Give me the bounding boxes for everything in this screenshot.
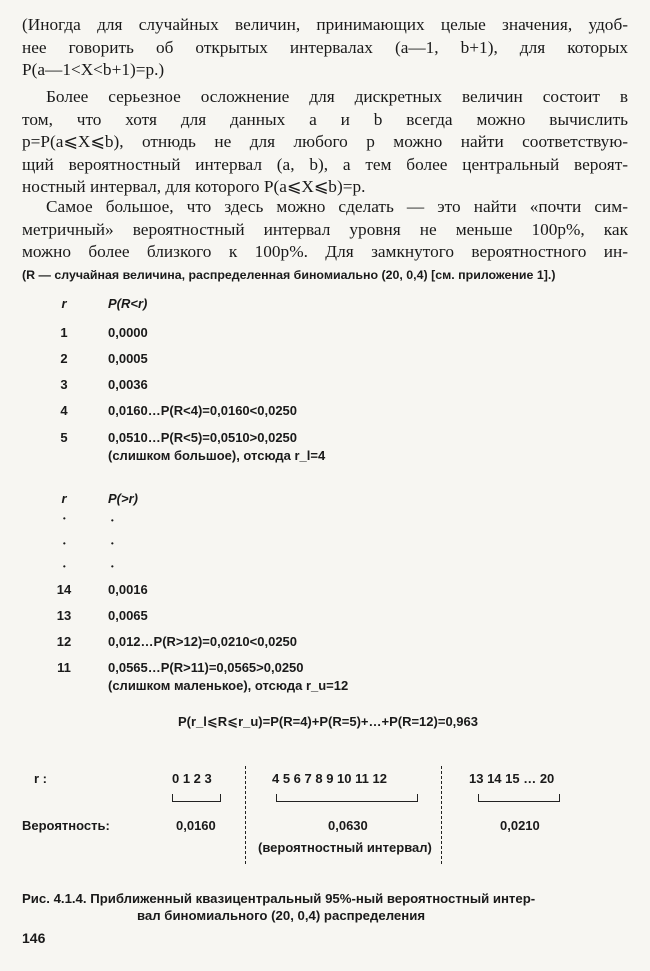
row-value: 0,0065 [108, 608, 148, 623]
row-value: 0,0016 [108, 582, 148, 597]
diagram-group-mid: 4 5 6 7 8 9 10 11 12 [272, 771, 387, 786]
diagram-group-right: 13 14 15 … 20 [469, 771, 555, 786]
text-line: Самое большое, что здесь можно сделать — это найти «почти сим- [46, 197, 628, 216]
text-line: том, что хотя для данных a и b всегда можно вычислить [22, 109, 628, 129]
text-line: p=P(a⩽X⩽b), отнюдь не для любого p можно найти соответствую- [22, 132, 628, 151]
row-r: 4 [60, 403, 68, 418]
paragraph-1 [22, 14, 628, 82]
bracket-left [172, 794, 221, 802]
row-value: 0,0510…P(R<5)=0,0510>0,0250 [108, 430, 298, 445]
figure-caption [22, 890, 628, 924]
text-line: Более серьезное осложнение для дискретных величин состоит в [46, 87, 628, 106]
row-value: 0,012…P(R>12)=0,0210<0,0250 [108, 634, 298, 649]
row-r: 2 [60, 351, 68, 366]
diagram-prob-mid: 0,0630 [328, 818, 368, 833]
bracket-mid [276, 794, 418, 802]
table2-header-r: r [61, 491, 67, 506]
caption-line: вал биномиального (20, 0,4) распределения [137, 908, 426, 923]
diagram-interval-label: (вероятностный интервал) [258, 840, 432, 855]
table2-header-p: P(>r) [108, 491, 138, 506]
row-value: 0,0036 [108, 377, 148, 392]
caption-line: Рис. 4.1.4. Приближенный квазицентральный 95%-ный вероятностный интер- [22, 891, 536, 906]
table1-header-p: P(R<r) [108, 296, 148, 311]
interval-boundary-right [441, 766, 442, 864]
interval-boundary-left [245, 766, 246, 864]
ellipsis-dot: · [62, 560, 67, 575]
probability-formula: P(r_l⩽R⩽r_u)=P(R=4)+P(R=5)+…+P(R=12)=0,963 [178, 714, 478, 729]
row-r: 14 [56, 582, 72, 597]
ellipsis-dot: · [110, 560, 115, 575]
paragraph-3 [22, 196, 628, 264]
text-line: P(a—1<X<b+1)=p.) [22, 60, 165, 79]
diagram-prob-left: 0,0160 [176, 818, 216, 833]
row-value: 0,0565…P(R>11)=0,0565>0,0250 [108, 660, 304, 675]
row-comment: (слишком маленькое), отсюда r_u=12 [108, 678, 349, 693]
diagram-group-left: 0 1 2 3 [172, 771, 212, 786]
row-r: 3 [60, 377, 68, 392]
diagram-r-label: r : [34, 771, 47, 786]
text-line: щий вероятностный интервал (a, b), а тем более центральный вероят- [22, 154, 628, 174]
diagram-prob-label: Вероятность: [22, 818, 110, 833]
row-r: 12 [56, 634, 72, 649]
text-line: нее говорить об открытых интервалах (a—1, b+1), для которых [22, 37, 628, 57]
ellipsis-dot: · [62, 512, 67, 527]
text-line: ностный интервал, для которого P(a⩽X⩽b)=p. [22, 177, 366, 196]
diagram-prob-right: 0,0210 [500, 818, 540, 833]
paragraph-2 [22, 86, 628, 199]
bracket-right [478, 794, 560, 802]
row-r: 5 [60, 430, 68, 445]
row-value: 0,0000 [108, 325, 148, 340]
ellipsis-dot: · [110, 514, 115, 529]
page-number: 146 [22, 930, 46, 946]
ellipsis-dot: · [110, 537, 115, 552]
example-note: (R — случайная величина, распределенная биномиально (20, 0,4) [см. приложение 1].) [22, 268, 556, 282]
text-line: метричный» вероятностный интервал уровня не меньше 100p%, как [22, 219, 628, 239]
row-r: 11 [57, 660, 71, 675]
ellipsis-dot: · [62, 537, 67, 552]
row-value: 0,0005 [108, 351, 148, 366]
row-r: 13 [56, 608, 72, 623]
text-line: можно более близкого к 100p%. Для замкнутого вероятностного ин- [22, 242, 628, 261]
row-comment: (слишком большое), отсюда r_l=4 [108, 448, 326, 463]
text-line: (Иногда для случайных величин, принимающих целые значения, удоб- [22, 15, 628, 34]
row-r: 1 [60, 325, 68, 340]
table1-header-r: r [61, 296, 67, 311]
row-value: 0,0160…P(R<4)=0,0160<0,0250 [108, 403, 298, 418]
